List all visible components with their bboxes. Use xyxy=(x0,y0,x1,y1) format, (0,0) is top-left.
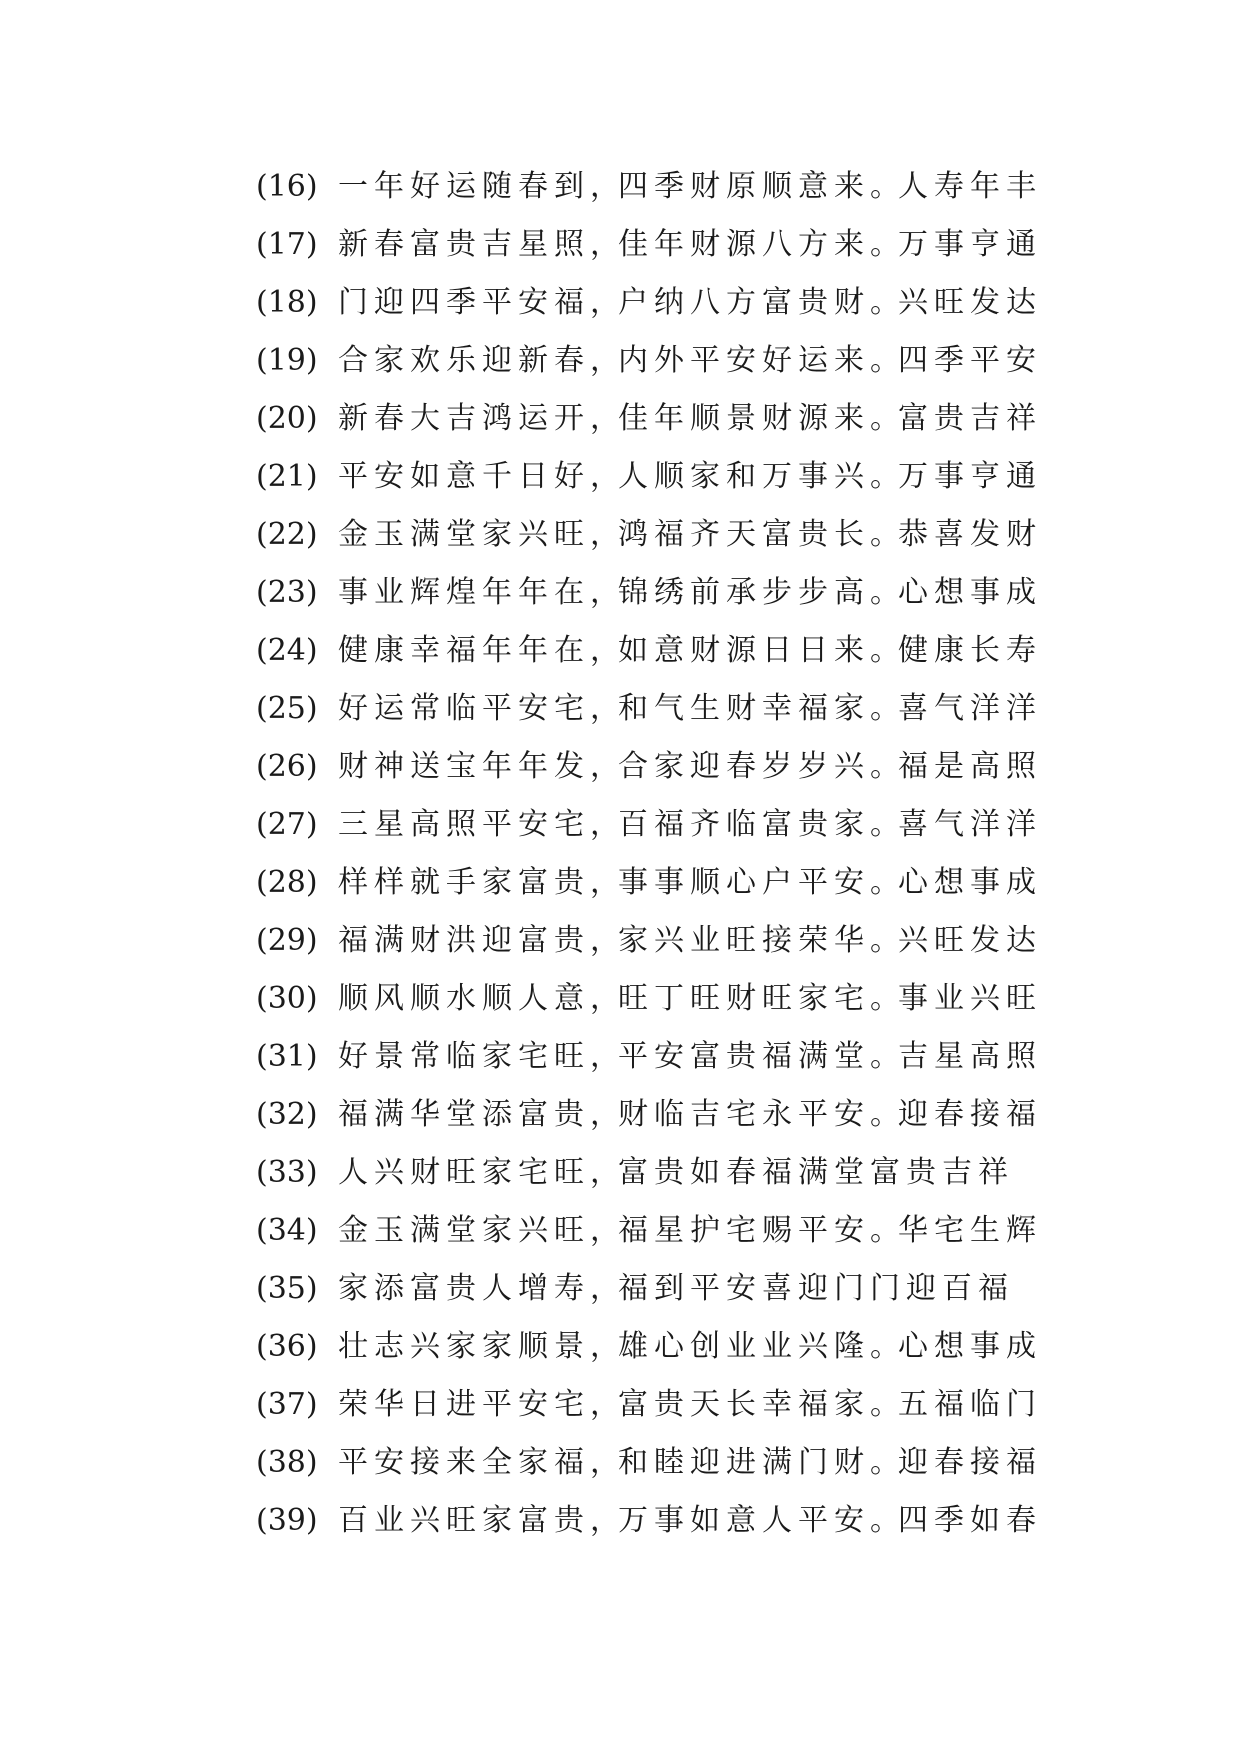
second-verse: 万事如意人平安。 xyxy=(618,1503,906,1538)
horizontal-scroll: 四季如春 xyxy=(898,1503,1042,1538)
horizontal-scroll: 五福临门 xyxy=(898,1387,1042,1422)
horizontal-scroll: 门迎百福 xyxy=(870,1271,1014,1306)
line-number: (18) xyxy=(256,285,318,320)
horizontal-scroll: 福是高照 xyxy=(898,749,1042,784)
couplet-line xyxy=(256,216,1042,274)
couplet-line xyxy=(256,1144,1036,1202)
first-verse: 金玉满堂家兴旺， xyxy=(338,1213,626,1248)
line-number: (22) xyxy=(256,517,318,552)
line-number: (23) xyxy=(256,575,318,610)
line-number: (29) xyxy=(256,923,318,958)
couplet-list xyxy=(256,158,1042,1550)
first-verse: 一年好运随春到， xyxy=(338,169,626,204)
couplet-line xyxy=(256,1260,1036,1318)
couplet-line xyxy=(256,854,1042,912)
first-verse: 健康幸福年年在， xyxy=(338,633,626,668)
line-number: (34) xyxy=(256,1213,318,1248)
line-number: (16) xyxy=(256,169,318,204)
first-verse: 荣华日进平安宅， xyxy=(338,1387,626,1422)
second-verse: 事事顺心户平安。 xyxy=(618,865,906,900)
second-verse: 鸿福齐天富贵长。 xyxy=(618,517,906,552)
line-number: (36) xyxy=(256,1329,318,1364)
second-verse: 合家迎春岁岁兴。 xyxy=(618,749,906,784)
first-verse: 新春大吉鸿运开， xyxy=(338,401,626,436)
first-verse: 合家欢乐迎新春， xyxy=(338,343,626,378)
second-verse: 福到平安喜迎门 xyxy=(618,1271,870,1306)
second-verse: 四季财原顺意来。 xyxy=(618,169,906,204)
couplet-line xyxy=(256,274,1042,332)
horizontal-scroll: 心想事成 xyxy=(898,1329,1042,1364)
horizontal-scroll: 迎春接福 xyxy=(898,1445,1042,1480)
first-verse: 样样就手家富贵， xyxy=(338,865,626,900)
couplet-line xyxy=(256,738,1042,796)
first-verse: 壮志兴家家顺景， xyxy=(338,1329,626,1364)
couplet-line xyxy=(256,970,1042,1028)
couplet-line xyxy=(256,912,1042,970)
first-verse: 人兴财旺家宅旺， xyxy=(338,1155,626,1190)
first-verse: 福满华堂添富贵， xyxy=(338,1097,626,1132)
couplet-line xyxy=(256,448,1042,506)
couplet-line xyxy=(256,1376,1042,1434)
line-number: (31) xyxy=(256,1039,318,1074)
horizontal-scroll: 人寿年丰 xyxy=(898,169,1042,204)
second-verse: 锦绣前承步步高。 xyxy=(618,575,906,610)
horizontal-scroll: 喜气洋洋 xyxy=(898,691,1042,726)
first-verse: 平安接来全家福， xyxy=(338,1445,626,1480)
horizontal-scroll: 恭喜发财 xyxy=(898,517,1042,552)
horizontal-scroll: 迎春接福 xyxy=(898,1097,1042,1132)
first-verse: 好运常临平安宅， xyxy=(338,691,626,726)
second-verse: 如意财源日日来。 xyxy=(618,633,906,668)
first-verse: 事业辉煌年年在， xyxy=(338,575,626,610)
line-number: (20) xyxy=(256,401,318,436)
horizontal-scroll: 兴旺发达 xyxy=(898,923,1042,958)
horizontal-scroll: 喜气洋洋 xyxy=(898,807,1042,842)
line-number: (19) xyxy=(256,343,318,378)
second-verse: 佳年顺景财源来。 xyxy=(618,401,906,436)
line-number: (26) xyxy=(256,749,318,784)
second-verse: 人顺家和万事兴。 xyxy=(618,459,906,494)
line-number: (27) xyxy=(256,807,318,842)
first-verse: 顺风顺水顺人意， xyxy=(338,981,626,1016)
horizontal-scroll: 万事亨通 xyxy=(898,459,1042,494)
second-verse: 财临吉宅永平安。 xyxy=(618,1097,906,1132)
couplet-line xyxy=(256,1028,1042,1086)
couplet-line xyxy=(256,332,1042,390)
first-verse: 平安如意千日好， xyxy=(338,459,626,494)
first-verse: 家添富贵人增寿， xyxy=(338,1271,626,1306)
second-verse: 福星护宅赐平安。 xyxy=(618,1213,906,1248)
couplet-line xyxy=(256,1318,1042,1376)
second-verse: 旺丁旺财旺家宅。 xyxy=(618,981,906,1016)
second-verse: 富贵天长幸福家。 xyxy=(618,1387,906,1422)
second-verse: 平安富贵福满堂。 xyxy=(618,1039,906,1074)
line-number: (38) xyxy=(256,1445,318,1480)
second-verse: 和睦迎进满门财。 xyxy=(618,1445,906,1480)
second-verse: 户纳八方富贵财。 xyxy=(618,285,906,320)
first-verse: 门迎四季平安福， xyxy=(338,285,626,320)
line-number: (33) xyxy=(256,1155,318,1190)
line-number: (28) xyxy=(256,865,318,900)
horizontal-scroll: 富贵吉祥 xyxy=(898,401,1042,436)
horizontal-scroll: 心想事成 xyxy=(898,865,1042,900)
horizontal-scroll: 心想事成 xyxy=(898,575,1042,610)
first-verse: 好景常临家宅旺， xyxy=(338,1039,626,1074)
couplet-line xyxy=(256,158,1042,216)
line-number: (30) xyxy=(256,981,318,1016)
second-verse: 富贵如春福满堂 xyxy=(618,1155,870,1190)
horizontal-scroll: 健康长寿 xyxy=(898,633,1042,668)
horizontal-scroll: 万事亨通 xyxy=(898,227,1042,262)
horizontal-scroll: 吉星高照 xyxy=(898,1039,1042,1074)
couplet-line xyxy=(256,1492,1042,1550)
second-verse: 家兴业旺接荣华。 xyxy=(618,923,906,958)
second-verse: 百福齐临富贵家。 xyxy=(618,807,906,842)
first-verse: 福满财洪迎富贵， xyxy=(338,923,626,958)
second-verse: 佳年财源八方来。 xyxy=(618,227,906,262)
horizontal-scroll: 四季平安 xyxy=(898,343,1042,378)
horizontal-scroll: 富贵吉祥 xyxy=(870,1155,1014,1190)
line-number: (35) xyxy=(256,1271,318,1306)
line-number: (32) xyxy=(256,1097,318,1132)
second-verse: 和气生财幸福家。 xyxy=(618,691,906,726)
couplet-line xyxy=(256,1202,1042,1260)
first-verse: 三星高照平安宅， xyxy=(338,807,626,842)
couplet-line xyxy=(256,506,1042,564)
couplet-line xyxy=(256,564,1042,622)
line-number: (21) xyxy=(256,459,318,494)
couplet-line xyxy=(256,1434,1042,1492)
couplet-line xyxy=(256,796,1042,854)
line-number: (25) xyxy=(256,691,318,726)
second-verse: 内外平安好运来。 xyxy=(618,343,906,378)
couplet-line xyxy=(256,680,1042,738)
horizontal-scroll: 兴旺发达 xyxy=(898,285,1042,320)
second-verse: 雄心创业业兴隆。 xyxy=(618,1329,906,1364)
first-verse: 百业兴旺家富贵， xyxy=(338,1503,626,1538)
line-number: (24) xyxy=(256,633,318,668)
couplet-line xyxy=(256,1086,1042,1144)
couplet-line xyxy=(256,390,1042,448)
horizontal-scroll: 华宅生辉 xyxy=(898,1213,1042,1248)
first-verse: 新春富贵吉星照， xyxy=(338,227,626,262)
line-number: (17) xyxy=(256,227,318,262)
line-number: (39) xyxy=(256,1503,318,1538)
line-number: (37) xyxy=(256,1387,318,1422)
couplet-line xyxy=(256,622,1042,680)
first-verse: 财神送宝年年发， xyxy=(338,749,626,784)
horizontal-scroll: 事业兴旺 xyxy=(898,981,1042,1016)
first-verse: 金玉满堂家兴旺， xyxy=(338,517,626,552)
